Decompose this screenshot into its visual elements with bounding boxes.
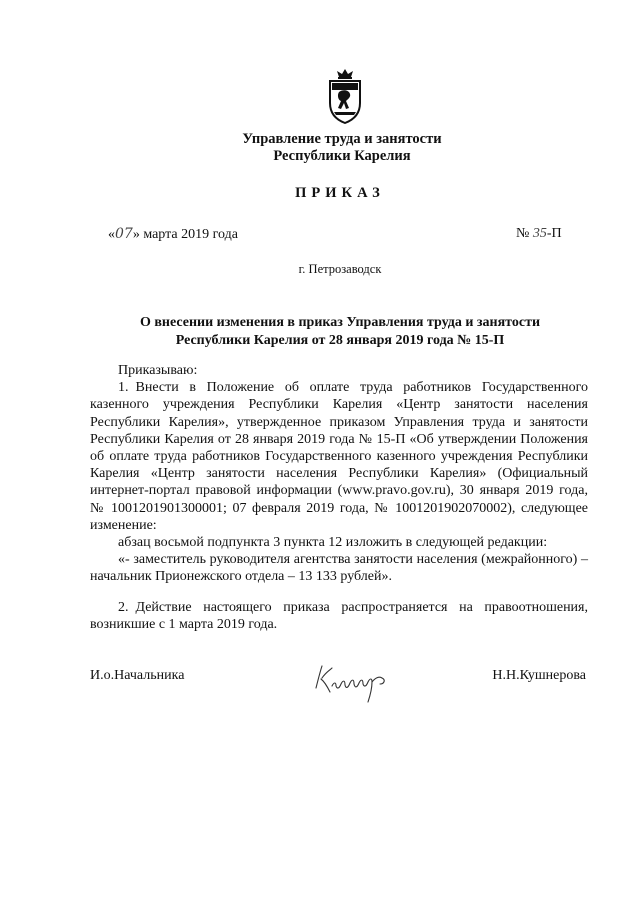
date-day-handwritten: 07	[115, 226, 133, 242]
order-body	[90, 362, 588, 633]
paragraph-amendment-intro: абзац восьмой подпункта 3 пункта 12 изложить в следующей редакции:	[118, 535, 548, 551]
signatory-position: И.о.Начальника	[90, 668, 185, 683]
paragraph-amendment-text: «- заместитель руководителя агентства занятости населения (межрайонного) – начальник Прионежского отдела – 13 133 рублей».	[90, 552, 588, 585]
paragraph-1: 1. Внести в Положение об оплате труда работников Государственного казенного учреждения Республики Карелия «Центр занятости населения Республики Карелия», утвержденное приказом Управления труда и занятости Республики Карелия от 28 января 2019 года № 15-П «Об утверждении Положения об оплате труда работников Государственного казенного учреждения Республики Карелия «Центр занятости населения Республики Карелия» (Официальный интернет-портал правовой информации (www.pravo.gov.ru), 30 января 2019 года, № 1001201901300001; 07 февраля 2019 года, № 1001201902070002), следующее изменение:	[90, 380, 588, 533]
date-quote-close: »	[132, 227, 140, 242]
number-handwritten: 35	[532, 226, 547, 241]
subject-line1: О внесении изменения в приказ Управления труда и занятости	[139, 315, 541, 330]
order-subject	[95, 314, 585, 350]
order-intro: Приказываю:	[118, 363, 198, 378]
order-number	[516, 226, 562, 242]
document-title: ПРИКАЗ	[295, 185, 385, 201]
organization-name-line2: Республики Карелия	[273, 148, 411, 164]
organization-name-line1: Управление труда и занятости	[242, 131, 442, 147]
city: г. Петрозаводск	[298, 262, 382, 276]
number-prefix: №	[516, 226, 530, 241]
signatory-name: Н.Н.Кушнерова	[492, 668, 586, 683]
paragraph-2: 2. Действие настоящего приказа распространяется на правоотношения, возникшие с 1 марта 2019 года.	[90, 599, 588, 632]
handwritten-signature	[308, 658, 403, 704]
number-suffix: -П	[546, 226, 562, 241]
order-date	[108, 226, 238, 243]
date-month-year: марта 2019 года	[143, 227, 238, 242]
karelia-coat-of-arms-icon	[327, 68, 363, 124]
subject-line2: Республики Карелия от 28 января 2019 года № 15-П	[175, 333, 505, 348]
date-quote-open: «	[108, 227, 115, 242]
